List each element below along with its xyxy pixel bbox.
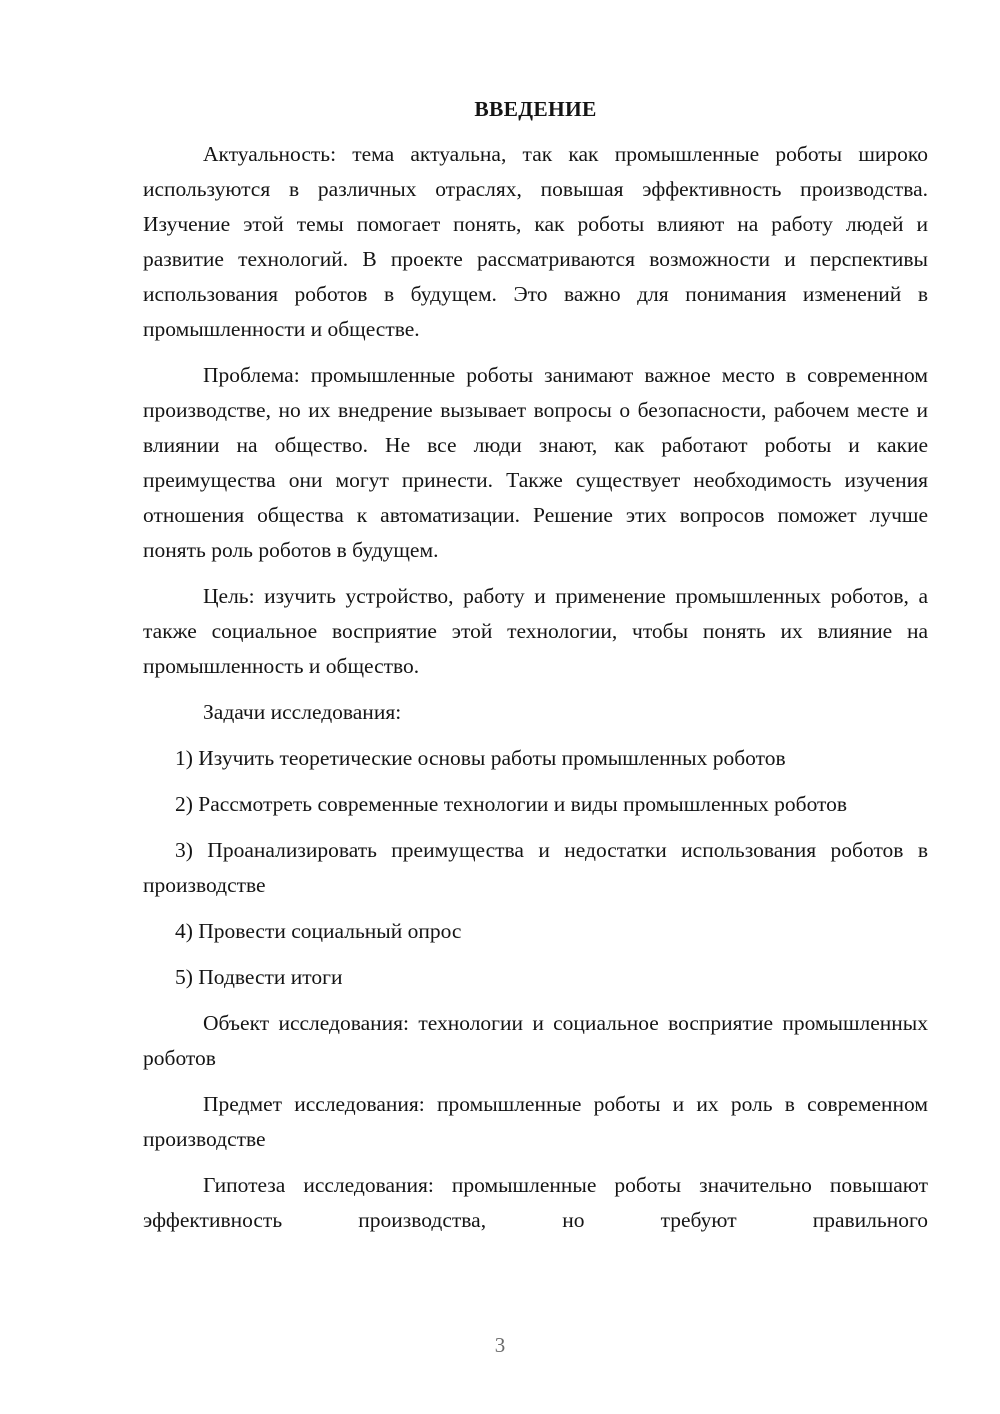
paragraph-subject: Предмет исследования: промышленные роботы и их роль в современном производстве	[143, 1092, 928, 1151]
task-item-1: 1) Изучить теоретические основы работы промышленных роботов	[175, 746, 786, 770]
paragraph-problem: Проблема: промышленные роботы занимают важное место в современном производстве, но их внедрение вызывает вопросы о безопасности, рабочем месте и влиянии на общество. Не все люди знают, как работают роботы и какие преимущества они могут принести. Также существует необходимость изучения отношения общества к автоматизации. Решение этих вопросов поможет лучше понять роль роботов в будущем.	[143, 363, 928, 562]
page-title: ВВЕДЕНИЕ	[474, 97, 597, 121]
page-number: 3	[494, 1333, 506, 1357]
tasks-heading: Задачи исследования:	[203, 700, 402, 724]
document-page	[143, 92, 928, 1249]
paragraph-goal: Цель: изучить устройство, работу и применение промышленных роботов, а также социальное восприятие этой технологии, чтобы понять их влияние на промышленность и общество.	[143, 584, 928, 678]
task-item-3: 3) Проанализировать преимущества и недостатки использования роботов в производстве	[143, 838, 928, 897]
paragraph-object: Объект исследования: технологии и социальное восприятие промышленных роботов	[143, 1011, 928, 1070]
task-item-4: 4) Провести социальный опрос	[175, 919, 462, 943]
task-item-5: 5) Подвести итоги	[175, 965, 343, 989]
paragraph-relevance: Актуальность: тема актуальна, так как промышленные роботы широко используются в различных отраслях, повышая эффективность производства. Изучение этой темы помогает понять, как роботы влияют на работу людей и развитие технологий. В проекте рассматриваются возможности и перспективы использования роботов в будущем. Это важно для понимания изменений в промышленности и обществе.	[143, 142, 928, 341]
paragraph-hypothesis: Гипотеза исследования: промышленные роботы значительно повышают эффективность производства, но требуют правильного	[143, 1173, 928, 1232]
task-item-2: 2) Рассмотреть современные технологии и виды промышленных роботов	[175, 792, 848, 816]
